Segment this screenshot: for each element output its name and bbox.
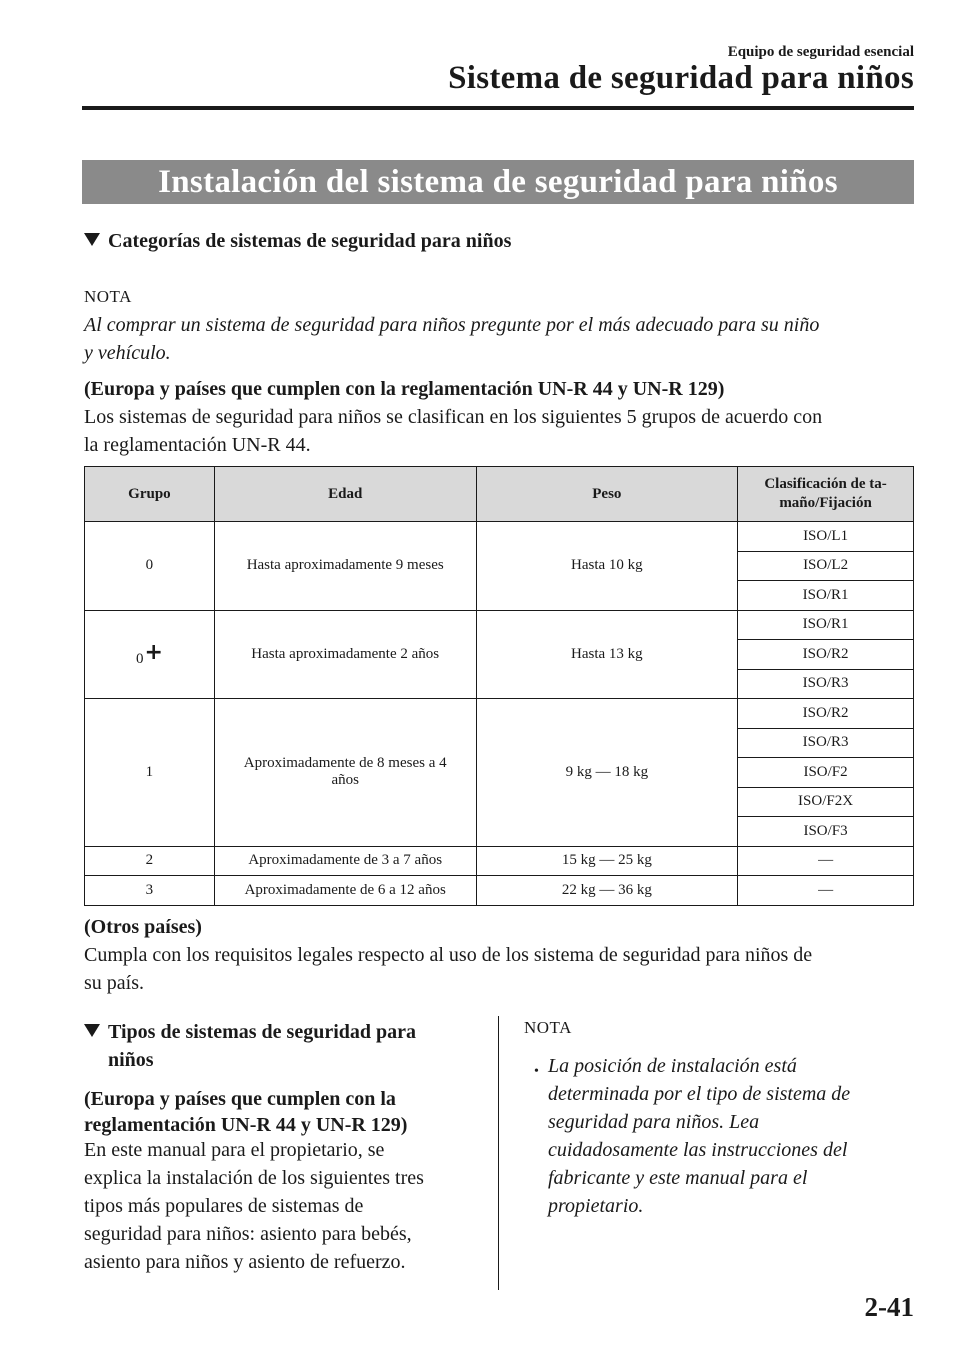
types-europe-line-2: reglamentación UN-R 44 y UN-R 129) <box>84 1114 408 1136</box>
cell-peso: 22 kg — 36 kg <box>476 876 738 906</box>
section-banner: Instalación del sistema de seguridad para niños <box>82 160 914 204</box>
table-row <box>85 610 914 640</box>
nota-text-line-1: Al comprar un sistema de seguridad para niños pregunte por el más adecuado para su niño <box>84 314 820 336</box>
types-body-line: explica la instalación de los siguientes tres <box>84 1167 424 1189</box>
cell-clasif: ISO/R1 <box>738 581 914 611</box>
cell-clasif: ISO/F2 <box>738 758 914 788</box>
types-body-line: tipos más populares de sistemas de <box>84 1195 364 1217</box>
types-body <box>84 1136 424 1276</box>
cell-peso: Hasta 10 kg <box>476 522 738 611</box>
types-heading-line-2: niños <box>108 1049 154 1071</box>
page-number: 2-41 <box>864 1292 914 1322</box>
cell-clasif: ISO/R2 <box>738 640 914 670</box>
cell-clasif: — <box>738 876 914 906</box>
triangle-icon <box>84 233 100 246</box>
triangle-icon <box>84 1024 100 1037</box>
other-text-line-1: Cumpla con los requisitos legales respecto al uso de los sistema de seguridad para niños de <box>84 944 813 966</box>
col-header-peso: Peso <box>476 467 738 522</box>
table-row <box>85 846 914 876</box>
cell-clasif: ISO/L1 <box>738 522 914 552</box>
cell-clasif: — <box>738 846 914 876</box>
europe-text-line-2: la reglamentación UN-R 44. <box>84 434 311 456</box>
types-heading <box>84 1018 416 1074</box>
cell-edad: Hasta aproximadamente 2 años <box>214 610 476 699</box>
cell-grupo: 0+ <box>85 610 215 699</box>
cell-clasif: ISO/F2X <box>738 787 914 817</box>
cell-edad: Hasta aproximadamente 9 meses <box>214 522 476 611</box>
nota2-body <box>548 1052 850 1220</box>
cell-clasif: ISO/R3 <box>738 728 914 758</box>
table-row <box>85 699 914 729</box>
cell-peso: Hasta 13 kg <box>476 610 738 699</box>
cell-clasif: ISO/R2 <box>738 699 914 729</box>
cell-grupo: 1 <box>85 699 215 847</box>
cell-clasif: ISO/L2 <box>738 551 914 581</box>
groups-table <box>84 466 914 906</box>
table-row <box>85 522 914 552</box>
bullet-icon: • <box>534 1064 539 1079</box>
column-divider <box>498 1016 499 1290</box>
header-title: Sistema de seguridad para niños <box>448 60 914 96</box>
plus-icon: + <box>144 640 163 666</box>
nota2-line: seguridad para niños. Lea <box>548 1111 760 1133</box>
cell-grupo: 2 <box>85 846 215 876</box>
header-section-label: Equipo de seguridad esencial <box>727 44 914 60</box>
cell-clasif: ISO/R1 <box>738 610 914 640</box>
table-row <box>85 876 914 906</box>
other-heading: (Otros países) <box>84 916 202 938</box>
nota2-line: fabricante y este manual para el <box>548 1167 808 1189</box>
col-header-edad: Edad <box>214 467 476 522</box>
cell-edad: Aproximadamente de 8 meses a 4 años <box>214 699 476 847</box>
types-heading-line-1: Tipos de sistemas de seguridad para <box>108 1021 417 1043</box>
europe-text-line-1: Los sistemas de seguridad para niños se clasifican en los siguientes 5 grupos de acuerdo con <box>84 406 823 428</box>
types-body-line: En este manual para el propietario, se <box>84 1139 385 1161</box>
categories-heading-text: Categorías de sistemas de seguridad para niños <box>108 230 512 252</box>
europe-heading: (Europa y países que cumplen con la reglamentación UN-R 44 y UN-R 129) <box>84 378 725 400</box>
cell-edad: Aproximadamente de 3 a 7 años <box>214 846 476 876</box>
nota2-label: NOTA <box>524 1018 572 1037</box>
nota2-line: La posición de instalación está <box>548 1055 797 1077</box>
table-header-row <box>85 467 914 522</box>
nota2-line: propietario. <box>548 1195 644 1217</box>
nota-label: NOTA <box>84 287 132 306</box>
types-europe-line-1: (Europa y países que cumplen con la <box>84 1088 396 1110</box>
categories-heading <box>84 230 511 253</box>
header-rule <box>82 106 914 110</box>
nota2-line: determinada por el tipo de sistema de <box>548 1083 851 1105</box>
nota2-line: cuidadosamente las instrucciones del <box>548 1139 848 1161</box>
cell-clasif: ISO/R3 <box>738 669 914 699</box>
cell-peso: 9 kg — 18 kg <box>476 699 738 847</box>
nota-text-line-2: y vehículo. <box>84 342 171 364</box>
col-header-grupo: Grupo <box>85 467 215 522</box>
cell-grupo: 0 <box>85 522 215 611</box>
cell-clasif: ISO/F3 <box>738 817 914 847</box>
cell-peso: 15 kg — 25 kg <box>476 846 738 876</box>
cell-grupo: 3 <box>85 876 215 906</box>
other-text-line-2: su país. <box>84 972 144 994</box>
cell-edad: Aproximadamente de 6 a 12 años <box>214 876 476 906</box>
types-body-line: asiento para niños y asiento de refuerzo. <box>84 1251 406 1273</box>
types-body-line: seguridad para niños: asiento para bebés, <box>84 1223 412 1245</box>
col-header-clasificacion: Clasificación de ta- maño/Fijación <box>738 467 914 522</box>
